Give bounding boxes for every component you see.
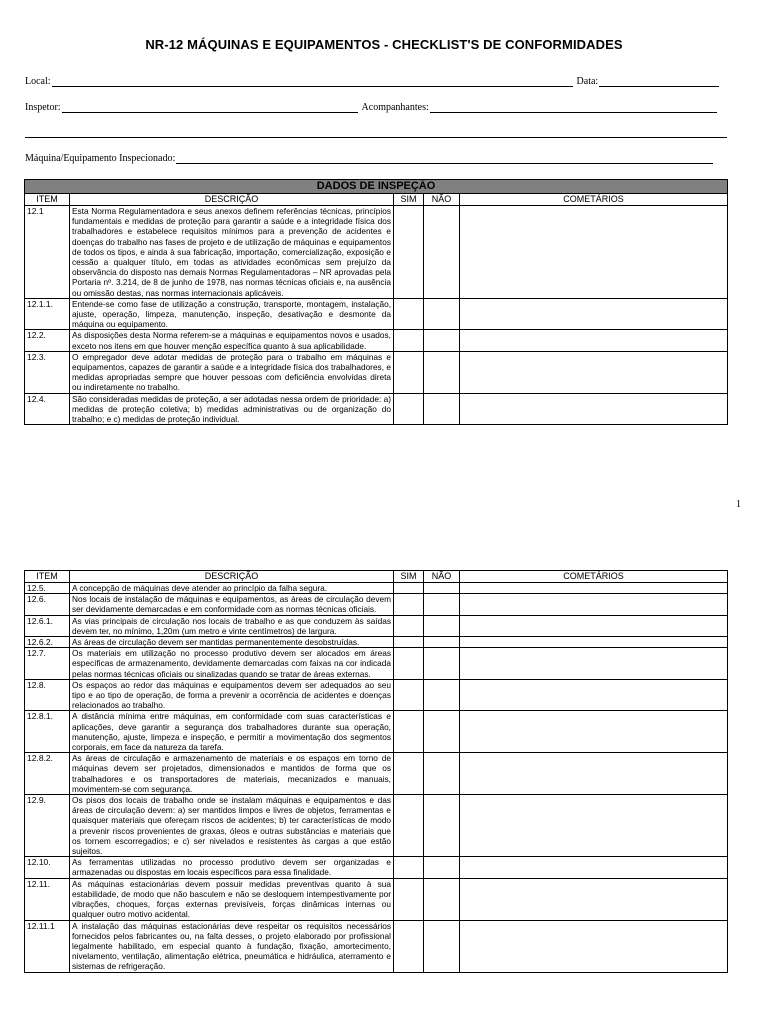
item-description: As ferramentas utilizadas no processo produtivo devem ser organizadas e armazenadas ou dispostas em locais específicos para essa finalidade. bbox=[70, 857, 394, 878]
inspector-label: Inspetor: bbox=[25, 102, 61, 113]
item-number: 12.9. bbox=[25, 795, 70, 857]
comment-cell[interactable] bbox=[460, 615, 728, 636]
table-row bbox=[25, 753, 728, 795]
page-gap bbox=[0, 530, 768, 566]
item-description: Os materiais em utilização no processo produtivo devem ser alocados em áreas específicas de armazenamento, devidamente demarcadas com faixas na cor indicada pelas normas técnicas oficiais ou sinalizadas quando se tratar de áreas externas. bbox=[70, 648, 394, 680]
sim-checkbox[interactable] bbox=[394, 583, 424, 594]
nao-checkbox[interactable] bbox=[424, 583, 460, 594]
item-number: 12.5. bbox=[25, 583, 70, 594]
table-row bbox=[25, 878, 728, 920]
sim-checkbox[interactable] bbox=[394, 878, 424, 920]
item-number: 12.6.1. bbox=[25, 615, 70, 636]
comment-cell[interactable] bbox=[460, 648, 728, 680]
sim-checkbox[interactable] bbox=[394, 711, 424, 753]
date-label: Data: bbox=[576, 76, 599, 87]
item-number: 12.3. bbox=[25, 351, 70, 393]
page-2 bbox=[0, 566, 768, 1024]
comment-cell[interactable] bbox=[460, 330, 728, 351]
nao-checkbox[interactable] bbox=[424, 857, 460, 878]
page-number: 1 bbox=[736, 499, 741, 510]
item-number: 12.1.1. bbox=[25, 298, 70, 330]
nao-checkbox[interactable] bbox=[424, 648, 460, 680]
nao-checkbox[interactable] bbox=[424, 351, 460, 393]
header-row bbox=[25, 194, 728, 206]
sim-checkbox[interactable] bbox=[394, 615, 424, 636]
section-header: DADOS DE INSPEÇÃO bbox=[25, 180, 728, 194]
nao-checkbox[interactable] bbox=[424, 330, 460, 351]
table-row bbox=[25, 298, 728, 330]
comment-cell[interactable] bbox=[460, 795, 728, 857]
item-description: A concepção de máquinas deve atender ao princípio da falha segura. bbox=[70, 583, 394, 594]
table-row bbox=[25, 648, 728, 680]
local-row bbox=[25, 76, 727, 87]
table-row bbox=[25, 594, 728, 615]
sim-checkbox[interactable] bbox=[394, 594, 424, 615]
item-description: As áreas de circulação e armazenamento de materiais e os espaços em torno de máquinas devem ser projetados, dimensionados e mantidos de forma que os trabalhadores e os transportadores de materiais, mecanizados e manuais, movimentem-se com segurança. bbox=[70, 753, 394, 795]
sim-checkbox[interactable] bbox=[394, 857, 424, 878]
item-number: 12.11. bbox=[25, 878, 70, 920]
table-row bbox=[25, 679, 728, 711]
comment-cell[interactable] bbox=[460, 594, 728, 615]
nao-checkbox[interactable] bbox=[424, 795, 460, 857]
item-description: As máquinas estacionárias devem possuir medidas preventivas quanto à sua estabilidade, de modo que não basculem e não se desloquem intempestivamente por vibrações, choques, forças externas previsíveis, forças dinâmicas internas ou qualquer outro motivo acidental. bbox=[70, 878, 394, 920]
item-description: As disposições desta Norma referem-se a máquinas e equipamentos novos e usados, exceto nos itens em que houver menção específica quanto à sua aplicabilidade. bbox=[70, 330, 394, 351]
local-field[interactable] bbox=[52, 77, 573, 87]
item-number: 12.8.2. bbox=[25, 753, 70, 795]
sim-checkbox[interactable] bbox=[394, 206, 424, 299]
comment-cell[interactable] bbox=[460, 298, 728, 330]
item-description: A instalação das máquinas estacionárias deve respeitar os requisitos necessários fornecidos pelos fabricantes ou, na falta desses, o projeto elaborado por profissional legalmente habilitado, em especial quanto à fundação, fixação, amortecimento, nivelamento, ventilação, alimentação elétrica, pneumática e hidráulica, aterramento e sistemas de refrigeração. bbox=[70, 920, 394, 972]
item-number: 12.6. bbox=[25, 594, 70, 615]
item-description: As vias principais de circulação nos locais de trabalho e as que conduzem às saídas devem ter, no mínimo, 1,20m (um metro e vinte centímetros) de largura. bbox=[70, 615, 394, 636]
document-title: NR-12 MÁQUINAS E EQUIPAMENTOS - CHECKLIST'S DE CONFORMIDADES bbox=[145, 37, 623, 52]
sim-checkbox[interactable] bbox=[394, 330, 424, 351]
sim-checkbox[interactable] bbox=[394, 298, 424, 330]
comment-cell[interactable] bbox=[460, 393, 728, 425]
companions-field[interactable] bbox=[430, 103, 717, 113]
nao-checkbox[interactable] bbox=[424, 679, 460, 711]
item-number: 12.4. bbox=[25, 393, 70, 425]
sim-checkbox[interactable] bbox=[394, 920, 424, 972]
header-nao: NÃO bbox=[424, 194, 460, 206]
sim-checkbox[interactable] bbox=[394, 351, 424, 393]
table-row bbox=[25, 857, 728, 878]
nao-checkbox[interactable] bbox=[424, 615, 460, 636]
companions-label: Acompanhantes: bbox=[361, 102, 429, 113]
sim-checkbox[interactable] bbox=[394, 648, 424, 680]
comment-cell[interactable] bbox=[460, 920, 728, 972]
item-number: 12.7. bbox=[25, 648, 70, 680]
nao-checkbox[interactable] bbox=[424, 393, 460, 425]
companions-extra-line[interactable] bbox=[25, 137, 727, 138]
date-field[interactable] bbox=[599, 77, 719, 87]
item-description: Os espaços ao redor das máquinas e equipamentos devem ser adequados ao seu tipo e ao tipo de operação, de forma a prevenir a ocorrência de acidentes e doenças relacionados ao trabalho. bbox=[70, 679, 394, 711]
header-row bbox=[25, 571, 728, 583]
item-number: 12.11.1 bbox=[25, 920, 70, 972]
item-number: 12.6.2. bbox=[25, 637, 70, 648]
nao-checkbox[interactable] bbox=[424, 206, 460, 299]
comment-cell[interactable] bbox=[460, 637, 728, 648]
inspector-field[interactable] bbox=[62, 103, 358, 113]
item-number: 12.2. bbox=[25, 330, 70, 351]
item-description: Os pisos dos locais de trabalho onde se instalam máquinas e equipamentos e das áreas de circulação devem: a) ser mantidos limpos e livres de objetos, ferramentas e quaisquer materiais que ofereçam riscos de acidentes; b) ter características de modo a prevenir riscos provenientes de graxas, óleos e outras substâncias e materiais que os tornem escorregadios; e c) ser nivelados e resistentes às cargas a que estão sujeitos. bbox=[70, 795, 394, 857]
comment-cell[interactable] bbox=[460, 878, 728, 920]
header-item: ITEM bbox=[25, 571, 70, 583]
nao-checkbox[interactable] bbox=[424, 637, 460, 648]
local-label: Local: bbox=[25, 76, 51, 87]
sim-checkbox[interactable] bbox=[394, 637, 424, 648]
table-row bbox=[25, 615, 728, 636]
header-description: DESCRIÇÃO bbox=[70, 194, 394, 206]
table-row bbox=[25, 583, 728, 594]
sim-checkbox[interactable] bbox=[394, 795, 424, 857]
inspector-row bbox=[25, 102, 727, 113]
header-nao: NÃO bbox=[424, 571, 460, 583]
table-row bbox=[25, 393, 728, 425]
item-number: 12.8.1. bbox=[25, 711, 70, 753]
item-description: Nos locais de instalação de máquinas e equipamentos, as áreas de circulação devem ser devidamente demarcadas e em conformidade com as normas técnicas oficiais. bbox=[70, 594, 394, 615]
item-description: São consideradas medidas de proteção, a ser adotadas nessa ordem de prioridade: a) medidas de proteção coletiva; b) medidas administrativas ou de organização do trabalho; e c) medidas de proteção individual. bbox=[70, 393, 394, 425]
comment-cell[interactable] bbox=[460, 679, 728, 711]
nao-checkbox[interactable] bbox=[424, 920, 460, 972]
inspection-table-1 bbox=[24, 179, 728, 425]
table-row bbox=[25, 637, 728, 648]
nao-checkbox[interactable] bbox=[424, 878, 460, 920]
machine-row bbox=[25, 153, 727, 164]
nao-checkbox[interactable] bbox=[424, 594, 460, 615]
table-row bbox=[25, 351, 728, 393]
nao-checkbox[interactable] bbox=[424, 298, 460, 330]
item-number: 12.10. bbox=[25, 857, 70, 878]
item-number: 12.8. bbox=[25, 679, 70, 711]
sim-checkbox[interactable] bbox=[394, 679, 424, 711]
item-description: A distância mínima entre máquinas, em conformidade com suas características e aplicações, deve garantir a segurança dos trabalhadores durante sua operação, manutenção, ajuste, limpeza e inspeção, e permitir a movimentação dos segmentos corporais, em face da natureza da tarefa. bbox=[70, 711, 394, 753]
header-comments: COMETÁRIOS bbox=[460, 571, 728, 583]
sim-checkbox[interactable] bbox=[394, 753, 424, 795]
table-row bbox=[25, 795, 728, 857]
item-description: O empregador deve adotar medidas de proteção para o trabalho em máquinas e equipamentos, capazes de garantir a saúde e a integridade física dos trabalhadores, e medidas apropriadas sempre que houver pessoas com deficiência envolvidas direta ou indiretamente no trabalho. bbox=[70, 351, 394, 393]
comment-cell[interactable] bbox=[460, 583, 728, 594]
nao-checkbox[interactable] bbox=[424, 753, 460, 795]
header-description: DESCRIÇÃO bbox=[70, 571, 394, 583]
table-row bbox=[25, 330, 728, 351]
inspection-table-2 bbox=[24, 570, 728, 973]
header-item: ITEM bbox=[25, 194, 70, 206]
item-description: As áreas de circulação devem ser mantidas permanentemente desobstruídas. bbox=[70, 637, 394, 648]
comment-cell[interactable] bbox=[460, 351, 728, 393]
table-row bbox=[25, 206, 728, 299]
nao-checkbox[interactable] bbox=[424, 711, 460, 753]
item-description: Entende-se como fase de utilização a construção, transporte, montagem, instalação, ajuste, operação, limpeza, manutenção, inspeção, desativação e desmonte da máquina ou equipamento. bbox=[70, 298, 394, 330]
header-comments: COMETÁRIOS bbox=[460, 194, 728, 206]
item-number: 12.1 bbox=[25, 206, 70, 299]
item-description: Esta Norma Regulamentadora e seus anexos definem referências técnicas, princípios fundamentais e medidas de proteção para garantir a saúde e a integridade física dos trabalhadores e estabelece requisitos mínimos para a prevenção de acidentes e doenças do trabalho nas fases de projeto e de utilização de máquinas e equipamentos de todos os tipos, e ainda à sua fabricação, importação, comercialização, exposição e cessão a qualquer título, em todas as atividades econômicas sem prejuízo da observância do disposto nas demais Normas Regulamentadoras – NR aprovadas pela Portaria nº. 3.214, de 8 de junho de 1978, nas normas técnicas oficiais e, na ausência ou omissão destas, nas normas internacionais aplicáveis. bbox=[70, 206, 394, 299]
sim-checkbox[interactable] bbox=[394, 393, 424, 425]
comment-cell[interactable] bbox=[460, 711, 728, 753]
table-row bbox=[25, 920, 728, 972]
header-sim: SIM bbox=[394, 571, 424, 583]
machine-label: Máquina/Equipamento Inspecionado: bbox=[25, 153, 176, 164]
table-row bbox=[25, 711, 728, 753]
comment-cell[interactable] bbox=[460, 753, 728, 795]
header-sim: SIM bbox=[394, 194, 424, 206]
comment-cell[interactable] bbox=[460, 857, 728, 878]
comment-cell[interactable] bbox=[460, 206, 728, 299]
machine-field[interactable] bbox=[176, 154, 713, 164]
